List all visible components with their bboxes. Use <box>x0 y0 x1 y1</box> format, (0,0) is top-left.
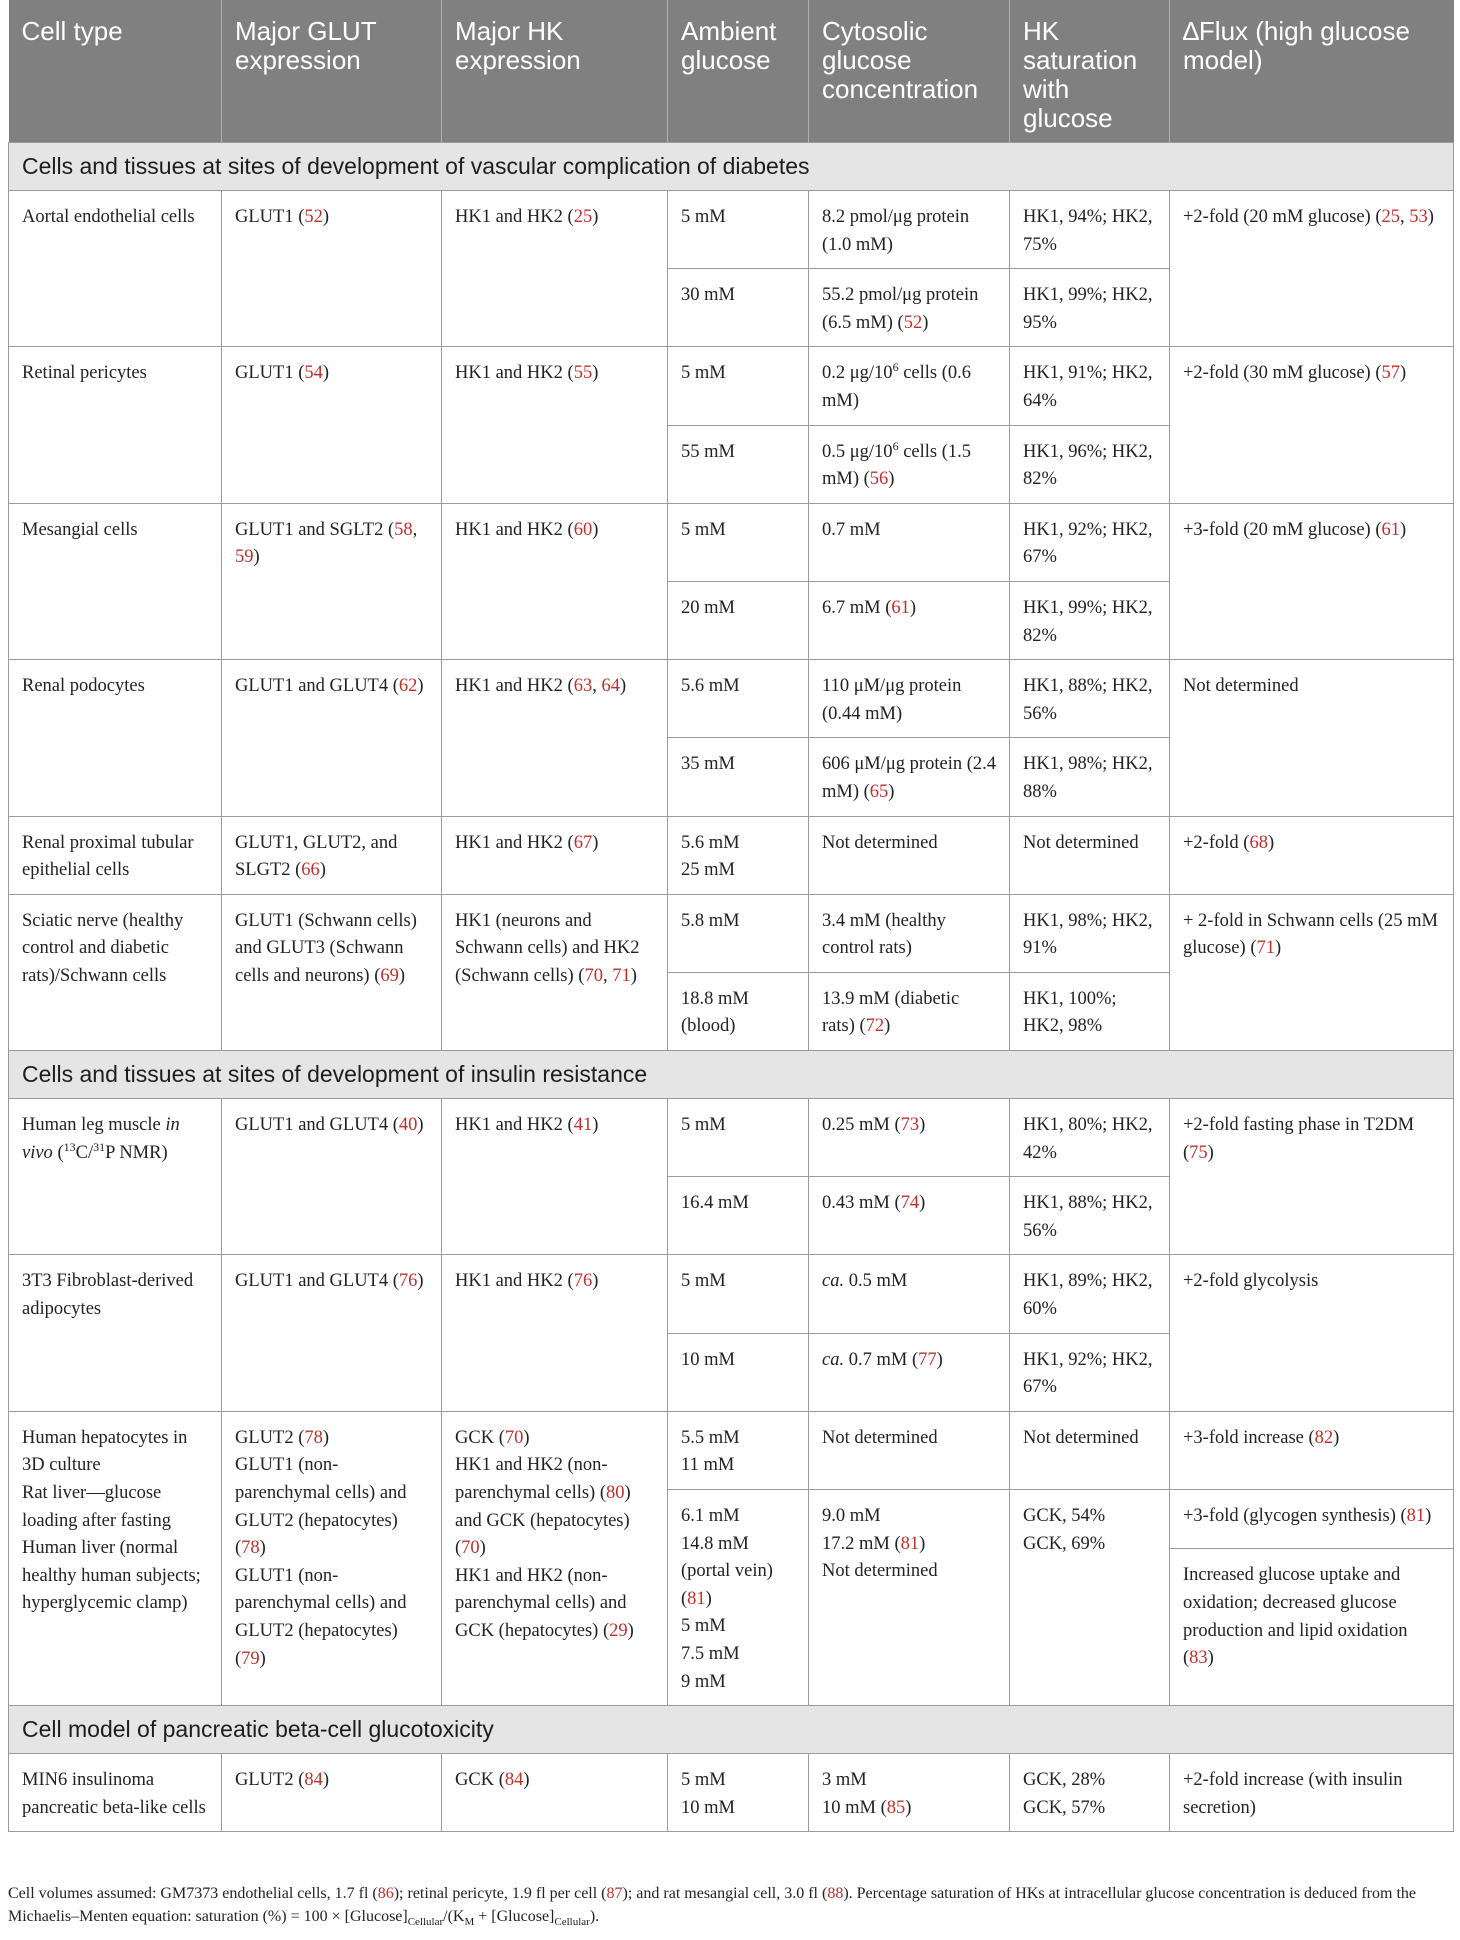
header-glut: Major GLUT expression <box>222 0 442 143</box>
citation-link[interactable]: 29 <box>609 1620 628 1641</box>
citation-link[interactable]: 74 <box>900 1193 920 1214</box>
table-row <box>9 816 1454 894</box>
citation-link[interactable]: 57 <box>1381 363 1400 384</box>
saturation-cell: Not determined <box>1010 1411 1170 1489</box>
citation-link[interactable]: 65 <box>869 781 889 802</box>
flux-cell: +3-fold (20 mM glucose) (61) <box>1170 503 1454 659</box>
hk-cell: HK1 and HK2 (76) <box>442 1255 668 1411</box>
hk-cell: HK1 and HK2 (60) <box>442 503 668 659</box>
section-title: Cells and tissues at sites of development of insulin resistance <box>9 1051 1454 1099</box>
cell-type: Aortal endothelial cells <box>9 191 222 347</box>
citation-link[interactable]: 71 <box>1256 938 1275 959</box>
cytosolic-cell: 3 mM 10 mM (85) <box>809 1754 1010 1832</box>
saturation-cell: HK1, 88%; HK2, 56% <box>1010 1177 1170 1255</box>
cytosolic-cell: 8.2 pmol/μg protein (1.0 mM) <box>809 191 1010 269</box>
cytosolic-cell: 0.7 mM <box>809 503 1010 581</box>
header-row <box>9 0 1454 143</box>
citation-link[interactable]: 83 <box>1189 1648 1208 1669</box>
ambient-cell: 5.8 mM <box>668 894 809 972</box>
saturation-cell: HK1, 99%; HK2, 82% <box>1010 581 1170 659</box>
ambient-cell: 5 mM <box>668 503 809 581</box>
cytosolic-cell: 606 μM/μg protein (2.4 mM) (65) <box>809 738 1010 816</box>
saturation-cell: HK1, 91%; HK2, 64% <box>1010 347 1170 425</box>
table-footnote: Cell volumes assumed: GM7373 endothelial cells, 1.7 fl (86); retinal pericyte, 1.9 fl per cell (87); and rat mesangial cell, 3.0 fl (88). Percentage saturation of HKs at intracellular glucose concentration is deduced from the Michaelis–Menten equation: saturation (%) = $100 \times [Glucose]_{Cellular}/(K_M + [Glucose]_{Cellular})$. <box>8 1885 1416 1929</box>
citation-link[interactable]: 56 <box>869 469 889 490</box>
section-row <box>9 143 1454 191</box>
header-ambient: Ambient glucose <box>668 0 809 143</box>
cytosolic-cell: 3.4 mM (healthy control rats) <box>809 894 1010 972</box>
cytosolic-cell: 0.25 mM (73) <box>809 1099 1010 1177</box>
section-title: Cell model of pancreatic beta-cell glucotoxicity <box>9 1706 1454 1754</box>
ambient-cell: 5 mM <box>668 347 809 425</box>
cytosolic-cell: Not determined <box>809 1411 1010 1489</box>
table-row <box>9 1255 1454 1333</box>
table-container <box>8 0 1453 1832</box>
saturation-cell: HK1, 96%; HK2, 82% <box>1010 425 1170 503</box>
cytosolic-cell: ca. 0.7 mM (77) <box>809 1333 1010 1411</box>
citation-link[interactable]: 78 <box>304 1427 323 1448</box>
citation-link[interactable]: 53 <box>1409 207 1428 227</box>
citation-link[interactable]: 54 <box>304 363 323 384</box>
table-row <box>9 1099 1454 1177</box>
citation-link[interactable]: 75 <box>1189 1142 1208 1163</box>
ambient-cell: 5 mM <box>668 191 809 269</box>
citation-link[interactable]: 81 <box>1406 1506 1426 1526</box>
table-row <box>9 894 1454 972</box>
glut-cell: GLUT2 (84) <box>222 1754 442 1832</box>
flux-cell: +2-fold glycolysis <box>1170 1255 1454 1411</box>
ambient-cell: 16.4 mM <box>668 1177 809 1255</box>
citation-link[interactable]: 58 <box>394 519 413 540</box>
hk-cell: GCK (70) HK1 and HK2 (non-parenchymal cells) (80) and GCK (hepatocytes) (70) HK1 and HK2 (non-parenchymal cells) and GCK (hepatocytes) (29) <box>442 1411 668 1705</box>
citation-link[interactable]: 62 <box>398 676 418 697</box>
citation-link[interactable]: 78 <box>241 1538 260 1559</box>
cell-type: Human hepatocytes in 3D culture Rat liver—glucose loading after fasting Human liver (normal healthy human subjects; hyperglycemic clamp) <box>9 1411 222 1705</box>
glut-cell: GLUT1 and GLUT4 (40) <box>222 1099 442 1255</box>
saturation-cell: HK1, 98%; HK2, 91% <box>1010 894 1170 972</box>
citation-link[interactable]: 71 <box>612 965 631 986</box>
hk-cell: HK1 and HK2 (67) <box>442 816 668 894</box>
cytosolic-cell: Not determined <box>809 816 1010 894</box>
table-row <box>9 191 1454 269</box>
citation-link[interactable]: 76 <box>398 1271 418 1292</box>
citation-link[interactable]: 84 <box>304 1770 323 1791</box>
citation-link[interactable]: 79 <box>241 1648 260 1669</box>
citation-link[interactable]: 70 <box>584 965 603 986</box>
hk-cell: HK1 and HK2 (55) <box>442 347 668 503</box>
saturation-cell: Not determined <box>1010 816 1170 894</box>
cytosolic-cell: 110 μM/μg protein (0.44 mM) <box>809 660 1010 738</box>
cell-type: MIN6 insulinoma pancreatic beta-like cells <box>9 1754 222 1832</box>
citation-link[interactable]: 52 <box>903 312 923 333</box>
saturation-cell: HK1, 92%; HK2, 67% <box>1010 503 1170 581</box>
table-row <box>9 503 1454 581</box>
citation-link[interactable]: 67 <box>573 832 593 853</box>
cell-type: Retinal pericytes <box>9 347 222 503</box>
flux-cell: +3-fold increase (82) <box>1170 1411 1454 1489</box>
citation-link[interactable]: 76 <box>573 1271 593 1292</box>
citation-link[interactable]: 70 <box>461 1538 480 1559</box>
cell-type: Renal podocytes <box>9 660 222 816</box>
citation-link[interactable]: 88 <box>827 1885 844 1902</box>
flux-cell: Increased glucose uptake and oxidation; decreased glucose production and lipid oxidation (83) <box>1170 1549 1454 1706</box>
ambient-cell: 5 mM 10 mM <box>668 1754 809 1832</box>
saturation-cell: HK1, 99%; HK2, 95% <box>1010 269 1170 347</box>
saturation-cell: GCK, 28% GCK, 57% <box>1010 1754 1170 1832</box>
citation-link[interactable]: 66 <box>301 860 320 881</box>
ambient-cell: 5 mM <box>668 1099 809 1177</box>
ambient-cell: 5.6 mM 25 mM <box>668 816 809 894</box>
header-flux: ∆Flux (high glucose model) <box>1170 0 1454 143</box>
citation-link[interactable]: 25 <box>573 207 593 227</box>
flux-cell: +2-fold fasting phase in T2DM (75) <box>1170 1099 1454 1255</box>
ambient-cell: 30 mM <box>668 269 809 347</box>
ambient-cell: 20 mM <box>668 581 809 659</box>
saturation-cell: HK1, 89%; HK2, 60% <box>1010 1255 1170 1333</box>
citation-link[interactable]: 61 <box>891 597 910 618</box>
flux-cell: Not determined <box>1170 660 1454 816</box>
saturation-cell: HK1, 100%; HK2, 98% <box>1010 972 1170 1050</box>
citation-link[interactable]: 81 <box>900 1533 920 1554</box>
citation-link[interactable]: 80 <box>606 1483 625 1503</box>
citation-link[interactable]: 40 <box>398 1115 418 1136</box>
glut-cell: GLUT1 (52) <box>222 191 442 347</box>
cytosolic-cell: 0.43 mM (74) <box>809 1177 1010 1255</box>
citation-link[interactable]: 81 <box>687 1588 706 1609</box>
header-hk: Major HK expression <box>442 0 668 143</box>
ambient-cell: 10 mM <box>668 1333 809 1411</box>
citation-link[interactable]: 86 <box>377 1885 394 1902</box>
hk-cell: GCK (84) <box>442 1754 668 1832</box>
glut-cell: GLUT2 (78) GLUT1 (non-parenchymal cells) and GLUT2 (hepatocytes) (78) GLUT1 (non-parenchymal cells) and GLUT2 (hepatocytes) (79) <box>222 1411 442 1705</box>
citation-link[interactable]: 68 <box>1249 832 1268 853</box>
citation-link[interactable]: 73 <box>900 1115 920 1136</box>
flux-cell: +2-fold (68) <box>1170 816 1454 894</box>
saturation-cell: HK1, 98%; HK2, 88% <box>1010 738 1170 816</box>
cytosolic-cell: 0.5 $\mu g/10^6$ cells (1.5 mM) (56) <box>809 425 1010 503</box>
cell-type: 3T3 Fibroblast-derived adipocytes <box>9 1255 222 1411</box>
citation-link[interactable]: 60 <box>573 519 593 540</box>
citation-link[interactable]: 25 <box>1381 207 1400 227</box>
table-row <box>9 1754 1454 1832</box>
saturation-cell: HK1, 92%; HK2, 67% <box>1010 1333 1170 1411</box>
ambient-cell: 55 mM <box>668 425 809 503</box>
ambient-cell: 18.8 mM (blood) <box>668 972 809 1050</box>
flux-cell: +3-fold (glycogen synthesis) (81) <box>1170 1490 1454 1549</box>
saturation-cell: HK1, 94%; HK2, 75% <box>1010 191 1170 269</box>
citation-link[interactable]: 70 <box>504 1427 524 1448</box>
citation-link[interactable]: 72 <box>865 1016 885 1037</box>
citation-link[interactable]: 84 <box>504 1770 524 1791</box>
table-row <box>9 660 1454 738</box>
flux-cell: +2-fold (20 mM glucose) (25, 53) <box>1170 191 1454 347</box>
saturation-cell: HK1, 88%; HK2, 56% <box>1010 660 1170 738</box>
ambient-cell: 35 mM <box>668 738 809 816</box>
cytosolic-cell: 55.2 pmol/μg protein (6.5 mM) (52) <box>809 269 1010 347</box>
ambient-cell: 5.6 mM <box>668 660 809 738</box>
ambient-cell: 6.1 mM 14.8 mM (portal vein) (81) 5 mM 7.5 mM 9 mM <box>668 1490 809 1706</box>
cell-type: Mesangial cells <box>9 503 222 659</box>
hk-cell: HK1 (neurons and Schwann cells) and HK2 (Schwann cells) (70, 71) <box>442 894 668 1050</box>
citation-link[interactable]: 82 <box>1314 1427 1334 1448</box>
flux-cell: +2-fold increase (with insulin secretion) <box>1170 1754 1454 1832</box>
flux-cell: + 2-fold in Schwann cells (25 mM glucose) (71) <box>1170 894 1454 1050</box>
section-row <box>9 1051 1454 1099</box>
glut-cell: GLUT1 and SGLT2 (58, 59) <box>222 503 442 659</box>
cytosolic-cell: 9.0 mM 17.2 mM (81) Not determined <box>809 1490 1010 1706</box>
hk-cell: HK1 and HK2 (25) <box>442 191 668 347</box>
cell-type: Human leg muscle in vivo ($^{13}$C/$^{31}$P NMR) <box>9 1099 222 1255</box>
glut-cell: GLUT1 and GLUT4 (62) <box>222 660 442 816</box>
ambient-cell: 5 mM <box>668 1255 809 1333</box>
citation-link[interactable]: 61 <box>1381 519 1400 540</box>
citation-link[interactable]: 85 <box>886 1797 906 1818</box>
cell-type: Renal proximal tubular epithelial cells <box>9 816 222 894</box>
section-title: Cells and tissues at sites of development of vascular complication of diabetes <box>9 143 1454 191</box>
glut-cell: GLUT1 and GLUT4 (76) <box>222 1255 442 1411</box>
table-row <box>9 1411 1454 1489</box>
citation-link[interactable]: 59 <box>235 547 254 568</box>
citation-link[interactable]: 41 <box>573 1115 593 1136</box>
glut-cell: GLUT1 (Schwann cells) and GLUT3 (Schwann cells and neurons) (69) <box>222 894 442 1050</box>
citation-link[interactable]: 87 <box>606 1885 623 1902</box>
hk-cell: HK1 and HK2 (63, 64) <box>442 660 668 816</box>
cell-type: Sciatic nerve (healthy control and diabetic rats)/Schwann cells <box>9 894 222 1050</box>
glucose-table <box>8 0 1454 1832</box>
cytosolic-cell: ca. 0.5 mM <box>809 1255 1010 1333</box>
citation-link[interactable]: 77 <box>918 1349 937 1370</box>
ambient-cell: 5.5 mM 11 mM <box>668 1411 809 1489</box>
citation-link[interactable]: 64 <box>601 676 620 697</box>
glut-cell: GLUT1 (54) <box>222 347 442 503</box>
cytosolic-cell: 6.7 mM (61) <box>809 581 1010 659</box>
citation-link[interactable]: 63 <box>573 676 593 697</box>
saturation-cell: GCK, 54% GCK, 69% <box>1010 1490 1170 1706</box>
citation-link[interactable]: 52 <box>304 207 323 227</box>
saturation-cell: HK1, 80%; HK2, 42% <box>1010 1099 1170 1177</box>
glut-cell: GLUT1, GLUT2, and SLGT2 (66) <box>222 816 442 894</box>
header-cell-type: Cell type <box>9 0 222 143</box>
section-row <box>9 1706 1454 1754</box>
hk-cell: HK1 and HK2 (41) <box>442 1099 668 1255</box>
cytosolic-cell: 0.2 $\mu g/10^6$ cells (0.6 mM) <box>809 347 1010 425</box>
citation-link[interactable]: 69 <box>380 965 399 986</box>
citation-link[interactable]: 55 <box>573 363 593 384</box>
flux-cell: +2-fold (30 mM glucose) (57) <box>1170 347 1454 503</box>
header-cytosolic: Cytosolic glucose concentration <box>809 0 1010 143</box>
header-saturation: HK saturation with glucose <box>1010 0 1170 143</box>
cytosolic-cell: 13.9 mM (diabetic rats) (72) <box>809 972 1010 1050</box>
table-row <box>9 347 1454 425</box>
